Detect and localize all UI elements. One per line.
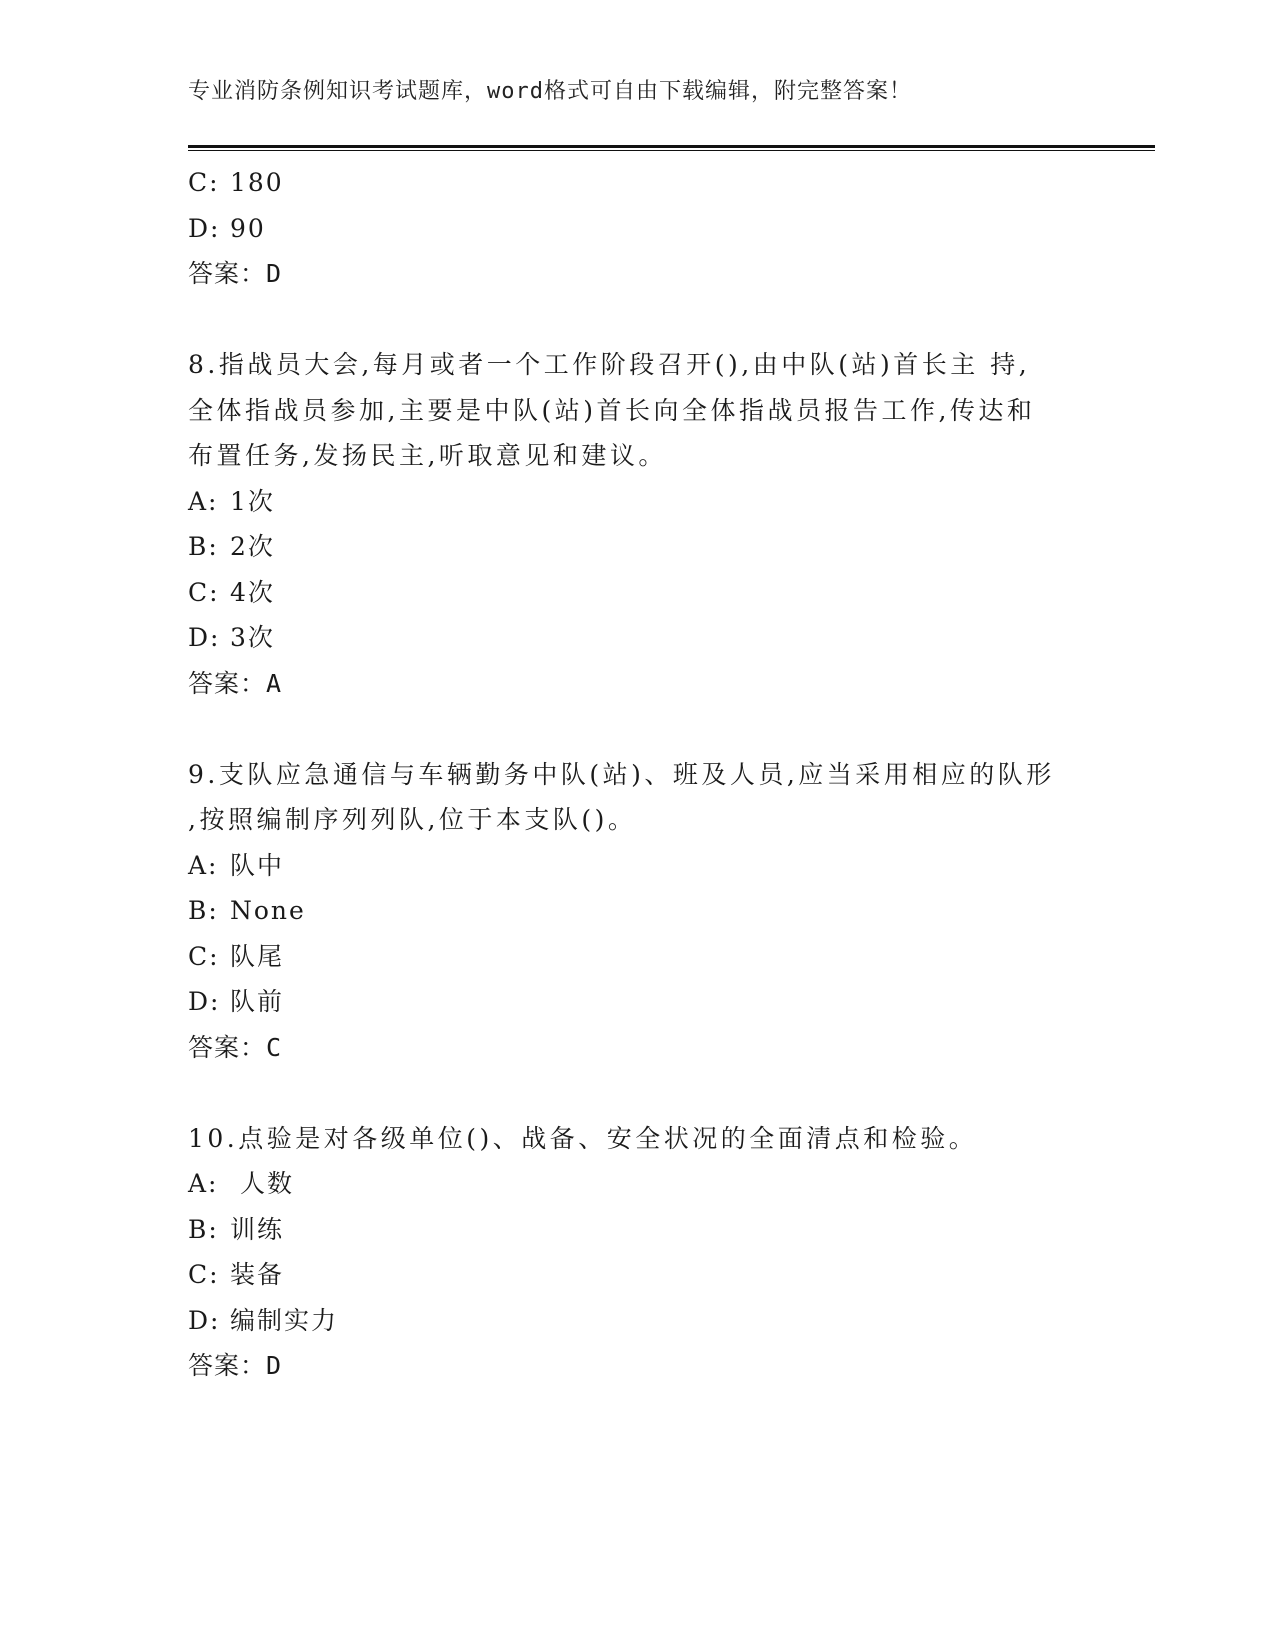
option-key: C: bbox=[188, 1260, 220, 1289]
answer-line: 答案：D bbox=[188, 1351, 283, 1380]
option-line bbox=[188, 615, 1088, 661]
question-text-line: ,按照编制序列列队,位于本支队()。 bbox=[188, 805, 637, 834]
header-rule-thin bbox=[188, 150, 1155, 151]
option-text: 装备 bbox=[230, 1260, 285, 1289]
option-text: 180 bbox=[230, 168, 284, 197]
question-text-line: 10.点验是对各级单位()、战备、安全状况的全面清点和检验。 bbox=[188, 1123, 978, 1153]
option-line bbox=[188, 206, 1088, 252]
question-8 bbox=[188, 342, 1088, 479]
option-line bbox=[188, 1161, 1088, 1207]
header-rule-thick bbox=[188, 145, 1155, 148]
option-key: B: bbox=[188, 532, 219, 561]
option-key: A: bbox=[188, 1169, 219, 1198]
option-text: 队前 bbox=[230, 987, 285, 1016]
option-text: 2次 bbox=[230, 532, 275, 561]
option-text: 90 bbox=[230, 213, 266, 243]
option-line bbox=[188, 570, 1088, 616]
option-text: 3次 bbox=[230, 623, 275, 652]
option-key: B: bbox=[188, 896, 219, 925]
option-line bbox=[188, 888, 1088, 934]
option-line bbox=[188, 479, 1088, 525]
option-line bbox=[188, 979, 1088, 1025]
option-text: 1次 bbox=[230, 486, 275, 516]
option-text: 编制实力 bbox=[230, 1305, 339, 1335]
option-text: 训练 bbox=[230, 1214, 285, 1244]
option-key: D: bbox=[188, 623, 221, 652]
option-key: D: bbox=[188, 987, 221, 1016]
question-text-line: 8.指战员大会,每月或者一个工作阶段召开(),由中队(站)首长主 持, bbox=[188, 350, 1031, 379]
option-line bbox=[188, 160, 1088, 206]
option-line bbox=[188, 843, 1088, 889]
option-text: None bbox=[230, 896, 306, 925]
option-text: 队尾 bbox=[230, 941, 285, 971]
option-line bbox=[188, 524, 1088, 570]
option-line bbox=[188, 1207, 1088, 1253]
option-key: A: bbox=[188, 486, 219, 516]
option-key: D: bbox=[188, 1305, 221, 1335]
option-key: C: bbox=[188, 168, 220, 197]
page-header: 专业消防条例知识考试题库，word格式可自由下载编辑，附完整答案！ bbox=[188, 79, 912, 104]
question-list bbox=[188, 160, 1088, 1389]
option-key: B: bbox=[188, 1214, 219, 1244]
option-text: 4次 bbox=[230, 577, 275, 607]
option-text: 人数 bbox=[230, 1169, 294, 1198]
question-10 bbox=[188, 1116, 1088, 1162]
question-9 bbox=[188, 752, 1088, 843]
option-line bbox=[188, 1298, 1088, 1344]
option-text: 队中 bbox=[230, 850, 285, 880]
option-key: C: bbox=[188, 941, 220, 971]
option-line bbox=[188, 1252, 1088, 1298]
option-line bbox=[188, 934, 1088, 980]
answer-line: 答案：D bbox=[188, 259, 283, 288]
option-key: C: bbox=[188, 577, 220, 607]
question-text-line: 布置任务,发扬民主,听取意见和建议。 bbox=[188, 441, 667, 470]
option-key: A: bbox=[188, 850, 219, 880]
question-text-line: 9.支队应急通信与车辆勤务中队(站)、班及人员,应当采用相应的队形 bbox=[188, 759, 1055, 789]
option-key: D: bbox=[188, 213, 221, 243]
answer-line: 答案：C bbox=[188, 1032, 283, 1062]
answer-line: 答案：A bbox=[188, 668, 283, 698]
question-text-line: 全体指战员参加,主要是中队(站)首长向全体指战员报告工作,传达和 bbox=[188, 395, 1036, 425]
